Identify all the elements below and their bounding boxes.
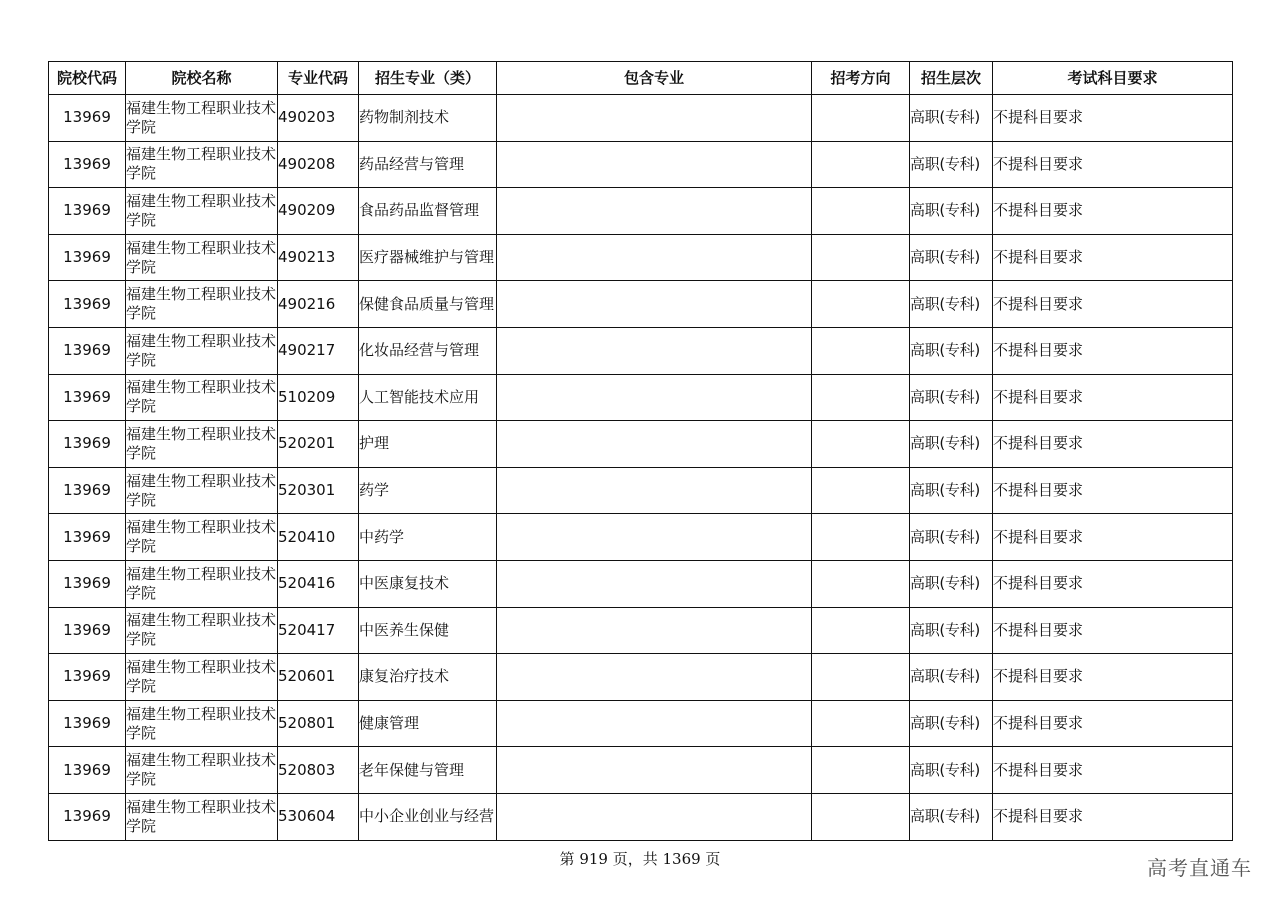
cell-major-code: 520201 — [278, 421, 359, 468]
cell-school-name: 福建生物工程职业技术学院 — [126, 95, 278, 142]
cell-direction — [812, 793, 910, 840]
cell-included-majors — [497, 467, 812, 514]
cell-school-name: 福建生物工程职业技术学院 — [126, 793, 278, 840]
cell-requirement: 不提科目要求 — [993, 793, 1233, 840]
cell-school-name: 福建生物工程职业技术学院 — [126, 514, 278, 561]
cell-requirement: 不提科目要求 — [993, 327, 1233, 374]
cell-major-code: 530604 — [278, 793, 359, 840]
cell-school-code: 13969 — [49, 421, 126, 468]
cell-included-majors — [497, 560, 812, 607]
table-row — [49, 281, 1233, 328]
cell-requirement: 不提科目要求 — [993, 188, 1233, 235]
cell-requirement: 不提科目要求 — [993, 607, 1233, 654]
table-row — [49, 747, 1233, 794]
header-school-code: 院校代码 — [49, 62, 126, 95]
cell-major-code: 520410 — [278, 514, 359, 561]
cell-major-code: 490216 — [278, 281, 359, 328]
cell-major: 食品药品监督管理 — [359, 188, 497, 235]
cell-direction — [812, 421, 910, 468]
cell-school-code: 13969 — [49, 374, 126, 421]
cell-requirement: 不提科目要求 — [993, 95, 1233, 142]
cell-school-code: 13969 — [49, 793, 126, 840]
table-row — [49, 327, 1233, 374]
cell-school-name: 福建生物工程职业技术学院 — [126, 141, 278, 188]
cell-requirement: 不提科目要求 — [993, 700, 1233, 747]
cell-major: 药品经营与管理 — [359, 141, 497, 188]
table-row — [49, 467, 1233, 514]
cell-requirement: 不提科目要求 — [993, 467, 1233, 514]
cell-level: 高职(专科) — [910, 560, 993, 607]
header-major-code: 专业代码 — [278, 62, 359, 95]
table-row — [49, 234, 1233, 281]
cell-major: 中医养生保健 — [359, 607, 497, 654]
cell-school-name: 福建生物工程职业技术学院 — [126, 467, 278, 514]
cell-level: 高职(专科) — [910, 374, 993, 421]
cell-school-code: 13969 — [49, 188, 126, 235]
cell-direction — [812, 327, 910, 374]
cell-major: 药学 — [359, 467, 497, 514]
cell-included-majors — [497, 700, 812, 747]
cell-direction — [812, 141, 910, 188]
cell-level: 高职(专科) — [910, 514, 993, 561]
cell-major: 保健食品质量与管理 — [359, 281, 497, 328]
cell-school-name: 福建生物工程职业技术学院 — [126, 327, 278, 374]
cell-included-majors — [497, 141, 812, 188]
cell-school-code: 13969 — [49, 654, 126, 701]
cell-major-code: 510209 — [278, 374, 359, 421]
cell-direction — [812, 281, 910, 328]
cell-included-majors — [497, 747, 812, 794]
cell-requirement: 不提科目要求 — [993, 421, 1233, 468]
cell-included-majors — [497, 654, 812, 701]
header-school-name: 院校名称 — [126, 62, 278, 95]
cell-major: 人工智能技术应用 — [359, 374, 497, 421]
table-row — [49, 607, 1233, 654]
table-row — [49, 793, 1233, 840]
cell-direction — [812, 654, 910, 701]
cell-school-code: 13969 — [49, 95, 126, 142]
cell-level: 高职(专科) — [910, 421, 993, 468]
cell-major: 护理 — [359, 421, 497, 468]
cell-major: 中药学 — [359, 514, 497, 561]
cell-major: 中小企业创业与经营 — [359, 793, 497, 840]
cell-direction — [812, 607, 910, 654]
cell-included-majors — [497, 327, 812, 374]
header-requirement: 考试科目要求 — [993, 62, 1233, 95]
cell-direction — [812, 560, 910, 607]
cell-requirement: 不提科目要求 — [993, 281, 1233, 328]
cell-major: 医疗器械维护与管理 — [359, 234, 497, 281]
cell-school-code: 13969 — [49, 327, 126, 374]
cell-included-majors — [497, 95, 812, 142]
cell-school-name: 福建生物工程职业技术学院 — [126, 421, 278, 468]
table-header-row — [49, 62, 1233, 95]
cell-school-code: 13969 — [49, 607, 126, 654]
cell-school-code: 13969 — [49, 700, 126, 747]
cell-school-name: 福建生物工程职业技术学院 — [126, 374, 278, 421]
cell-major-code: 520803 — [278, 747, 359, 794]
cell-direction — [812, 514, 910, 561]
cell-direction — [812, 467, 910, 514]
cell-included-majors — [497, 234, 812, 281]
cell-school-code: 13969 — [49, 560, 126, 607]
table-row — [49, 514, 1233, 561]
cell-level: 高职(专科) — [910, 700, 993, 747]
table-row — [49, 700, 1233, 747]
cell-direction — [812, 700, 910, 747]
cell-requirement: 不提科目要求 — [993, 141, 1233, 188]
header-direction: 招考方向 — [812, 62, 910, 95]
cell-requirement: 不提科目要求 — [993, 560, 1233, 607]
cell-major: 中医康复技术 — [359, 560, 497, 607]
cell-major-code: 490208 — [278, 141, 359, 188]
cell-major-code: 490213 — [278, 234, 359, 281]
cell-school-name: 福建生物工程职业技术学院 — [126, 654, 278, 701]
page-footer: 第 919 页，共 1369 页 — [559, 850, 721, 868]
header-level: 招生层次 — [910, 62, 993, 95]
cell-major: 化妆品经营与管理 — [359, 327, 497, 374]
cell-level: 高职(专科) — [910, 234, 993, 281]
cell-included-majors — [497, 281, 812, 328]
cell-school-name: 福建生物工程职业技术学院 — [126, 188, 278, 235]
cell-requirement: 不提科目要求 — [993, 234, 1233, 281]
cell-direction — [812, 234, 910, 281]
cell-direction — [812, 374, 910, 421]
cell-included-majors — [497, 188, 812, 235]
enrollment-table — [48, 61, 1233, 841]
cell-major-code: 520301 — [278, 467, 359, 514]
cell-level: 高职(专科) — [910, 607, 993, 654]
cell-school-name: 福建生物工程职业技术学院 — [126, 607, 278, 654]
cell-level: 高职(专科) — [910, 95, 993, 142]
cell-major: 药物制剂技术 — [359, 95, 497, 142]
table-row — [49, 654, 1233, 701]
cell-direction — [812, 95, 910, 142]
cell-school-name: 福建生物工程职业技术学院 — [126, 747, 278, 794]
cell-school-code: 13969 — [49, 467, 126, 514]
cell-direction — [812, 188, 910, 235]
table-row — [49, 560, 1233, 607]
table-row — [49, 141, 1233, 188]
cell-school-name: 福建生物工程职业技术学院 — [126, 281, 278, 328]
cell-major-code: 520416 — [278, 560, 359, 607]
cell-requirement: 不提科目要求 — [993, 747, 1233, 794]
header-major: 招生专业（类） — [359, 62, 497, 95]
cell-major-code: 520801 — [278, 700, 359, 747]
cell-included-majors — [497, 793, 812, 840]
header-included-majors: 包含专业 — [497, 62, 812, 95]
cell-major-code: 490217 — [278, 327, 359, 374]
cell-level: 高职(专科) — [910, 747, 993, 794]
cell-major-code: 490203 — [278, 95, 359, 142]
cell-school-code: 13969 — [49, 281, 126, 328]
cell-level: 高职(专科) — [910, 793, 993, 840]
cell-school-code: 13969 — [49, 234, 126, 281]
table-row — [49, 421, 1233, 468]
cell-school-code: 13969 — [49, 747, 126, 794]
watermark: 高考直通车 — [1147, 856, 1252, 880]
cell-major: 健康管理 — [359, 700, 497, 747]
cell-level: 高职(专科) — [910, 141, 993, 188]
cell-level: 高职(专科) — [910, 467, 993, 514]
cell-level: 高职(专科) — [910, 654, 993, 701]
cell-included-majors — [497, 374, 812, 421]
cell-level: 高职(专科) — [910, 281, 993, 328]
cell-major: 老年保健与管理 — [359, 747, 497, 794]
cell-requirement: 不提科目要求 — [993, 654, 1233, 701]
cell-requirement: 不提科目要求 — [993, 374, 1233, 421]
cell-requirement: 不提科目要求 — [993, 514, 1233, 561]
cell-direction — [812, 747, 910, 794]
cell-school-name: 福建生物工程职业技术学院 — [126, 234, 278, 281]
cell-included-majors — [497, 421, 812, 468]
cell-level: 高职(专科) — [910, 188, 993, 235]
cell-school-code: 13969 — [49, 514, 126, 561]
table-row — [49, 374, 1233, 421]
cell-major-code: 520417 — [278, 607, 359, 654]
cell-school-code: 13969 — [49, 141, 126, 188]
table-row — [49, 95, 1233, 142]
table-row — [49, 188, 1233, 235]
cell-major: 康复治疗技术 — [359, 654, 497, 701]
cell-level: 高职(专科) — [910, 327, 993, 374]
cell-school-name: 福建生物工程职业技术学院 — [126, 700, 278, 747]
cell-major-code: 490209 — [278, 188, 359, 235]
cell-included-majors — [497, 514, 812, 561]
cell-major-code: 520601 — [278, 654, 359, 701]
cell-included-majors — [497, 607, 812, 654]
cell-school-name: 福建生物工程职业技术学院 — [126, 560, 278, 607]
